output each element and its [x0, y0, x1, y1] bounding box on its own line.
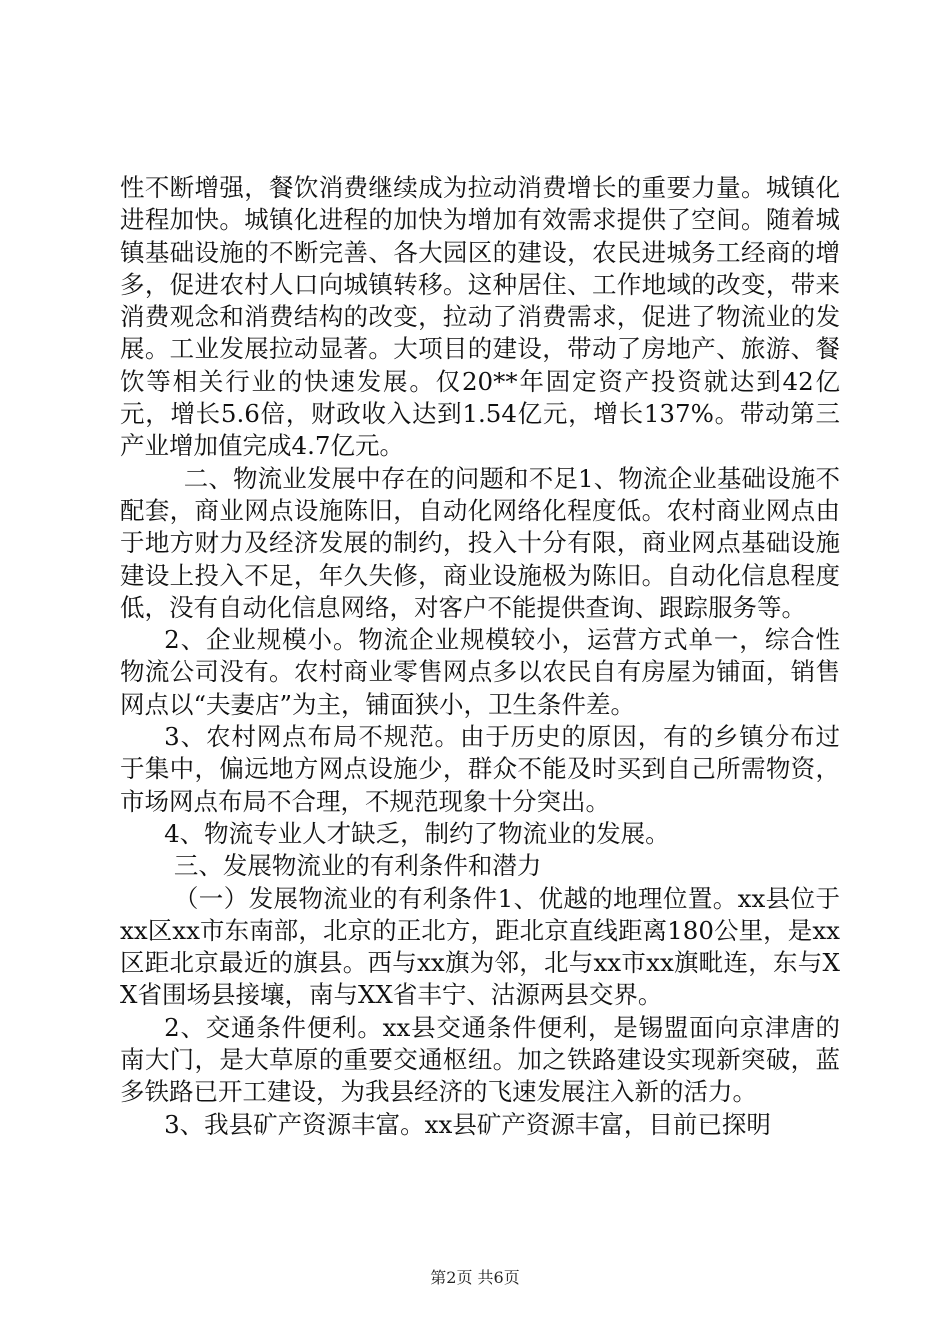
- page-number-footer: 第2页 共6页: [430, 1268, 520, 1287]
- paragraph-section-three-heading: 三、发展物流业的有利条件和潜力: [173, 851, 542, 881]
- paragraph-transportation: 2、交通条件便利。xx县交通条件便利，是锡盟面向京津唐的南大门，是大草原的重要交通枢纽。加之铁路建设实现新突破，蓝多铁路已开工建设，为我县经济的飞速发展注入新的活力。: [120, 1012, 840, 1107]
- paragraph-talent-shortage: 4、物流专业人才缺乏，制约了物流业的发展。: [164, 818, 670, 848]
- paragraph-geographic-location: （一）发展物流业的有利条件1、优越的地理位置。xx县位于xx区xx市东南部，北京的正北方，距北京直线距离180公里，是xx区距北京最近的旗县。西与xx旗为邻，北与xx市xx旗毗连，东与XX省围场县接壤，南与XX省丰宁、沽源两县交界。: [120, 883, 840, 1010]
- paragraph-mineral-resources: 3、我县矿产资源丰富。xx县矿产资源丰富，目前已探明: [164, 1109, 771, 1139]
- paragraph-enterprise-scale: 2、企业规模小。物流企业规模较小，运营方式单一，综合性物流公司没有。农村商业零售网点多以农民自有房屋为铺面，销售网点以“夫妻店”为主，铺面狭小，卫生条件差。: [120, 625, 840, 719]
- paragraph-section-two: 二、物流业发展中存在的问题和不足1、物流企业基础设施不配套，商业网点设施陈旧，自动化网络化程度低。农村商业网点由于地方财力及经济发展的制约，投入十分有限，商业网点基础设施建设上投入不足，年久失修，商业设施极为陈旧。自动化信息程度低，没有自动化信息网络，对客户不能提供查询、跟踪服务等。: [120, 463, 840, 622]
- paragraph-network-layout: 3、农村网点布局不规范。由于历史的原因，有的乡镇分布过于集中，偏远地方网点设施少，群众不能及时买到自己所需物资，市场网点布局不合理，不规范现象十分突出。: [120, 722, 840, 816]
- document-body: [120, 172, 840, 1141]
- paragraph-consumption: 性不断增强，餐饮消费继续成为拉动消费增长的重要力量。城镇化进程加快。城镇化进程的加快为增加有效需求提供了空间。随着城镇基础设施的不断完善、各大园区的建设，农民进城务工经商的增多，促进农村人口向城镇转移。这种居住、工作地域的改变，带来消费观念和消费结构的改变，拉动了消费需求，促进了物流业的发展。工业发展拉动显著。大项目的建设，带动了房地产、旅游、餐饮等相关行业的快速发展。仅20**年固定资产投资就达到42亿元，增长5.6倍，财政收入达到1.54亿元，增长137%。带动第三产业增加值完成4.7亿元。: [120, 173, 840, 461]
